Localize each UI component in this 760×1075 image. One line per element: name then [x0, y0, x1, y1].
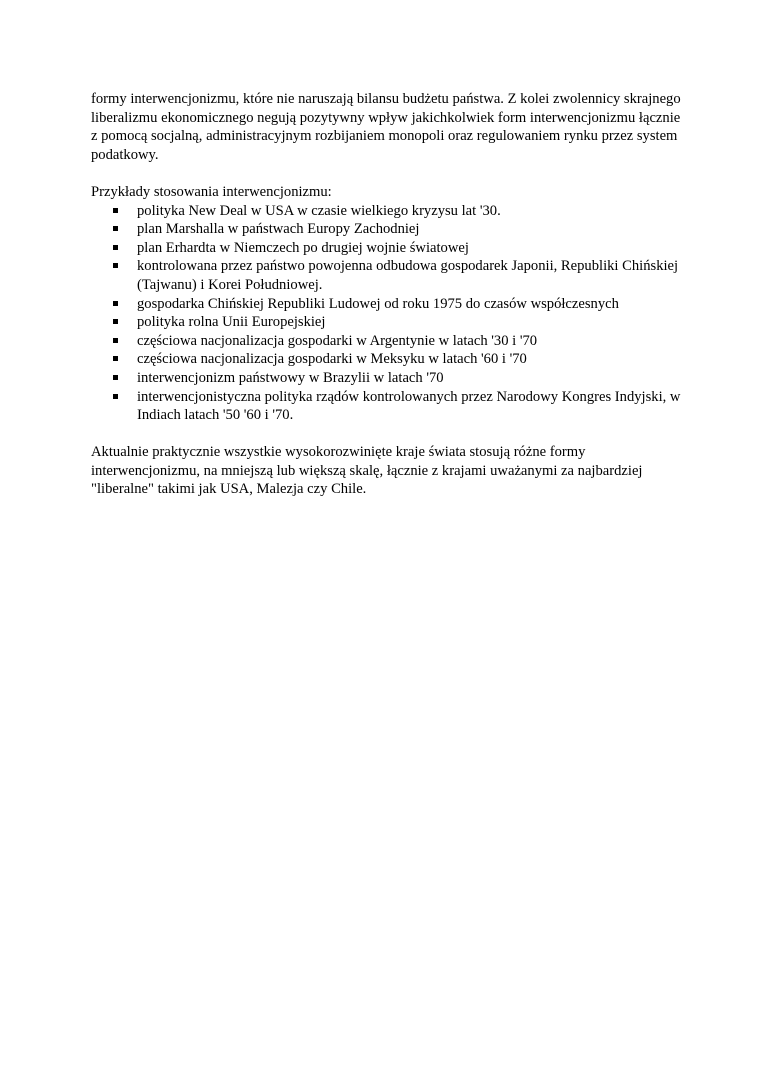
list-item	[91, 239, 681, 258]
paragraph-spacer	[91, 164, 681, 183]
examples-list	[91, 202, 681, 425]
list-item	[91, 295, 681, 314]
list-item-text: interwencjonizm państwowy w Brazylii w latach '70	[137, 369, 444, 386]
list-item-text: polityka New Deal w USA w czasie wielkiego kryzysu lat '30.	[137, 202, 501, 219]
list-item-text: częściowa nacjonalizacja gospodarki w Argentynie w latach '30 i '70	[137, 332, 538, 349]
list-item	[91, 388, 681, 425]
list-item-text: gospodarka Chińskiej Republiki Ludowej od roku 1975 do czasów współczesnych	[137, 295, 619, 312]
bullet-icon	[113, 301, 118, 306]
bullet-icon	[113, 356, 118, 361]
bullet-icon	[113, 226, 118, 231]
intro-paragraph: formy interwencjonizmu, które nie naruszają bilansu budżetu państwa. Z kolei zwolennicy skrajnego liberalizmu ekonomicznego negują pozytywny wpływ jakichkolwiek form interwencjonizmu łącznie z pomocą socjalną, administracyjnym rozbijaniem monopoli oraz regulowaniem rynku przez system podatkowy.	[91, 91, 681, 163]
bullet-icon	[113, 394, 118, 399]
bullet-icon	[113, 375, 118, 380]
list-item	[91, 350, 681, 369]
list-item-text: kontrolowana przez państwo powojenna odbudowa gospodarek Japonii, Republiki Chińskiej (Tajwanu) i Korei Południowej.	[137, 258, 679, 293]
bullet-icon	[113, 338, 118, 343]
paragraph-spacer	[91, 425, 681, 444]
bullet-icon	[113, 245, 118, 250]
bullet-icon	[113, 263, 118, 268]
list-heading: Przykłady stosowania interwencjonizmu:	[91, 183, 332, 200]
list-item	[91, 332, 681, 351]
list-item-text: polityka rolna Unii Europejskiej	[137, 314, 326, 331]
list-item	[91, 369, 681, 388]
document-body	[91, 90, 681, 499]
list-item-text: plan Erhardta w Niemczech po drugiej wojnie światowej	[137, 239, 469, 256]
list-item	[91, 202, 681, 221]
list-item	[91, 257, 681, 294]
list-item-text: interwencjonistyczna polityka rządów kontrolowanych przez Narodowy Kongres Indyjski, w Indiach latach '50 '60 i '70.	[137, 388, 681, 424]
list-item	[91, 220, 681, 239]
list-item	[91, 313, 681, 332]
list-item-text: częściowa nacjonalizacja gospodarki w Meksyku w latach '60 i '70	[137, 351, 527, 368]
bullet-icon	[113, 208, 118, 213]
closing-paragraph: Aktualnie praktycznie wszystkie wysokorozwinięte kraje świata stosują różne formy interwencjonizmu, na mniejszą lub większą skalę, łącznie z krajami uważanymi za najbardziej "liberalne" takimi jak USA, Malezja czy Chile.	[91, 444, 643, 498]
bullet-icon	[113, 319, 118, 324]
list-item-text: plan Marshalla w państwach Europy Zachodniej	[137, 221, 420, 238]
